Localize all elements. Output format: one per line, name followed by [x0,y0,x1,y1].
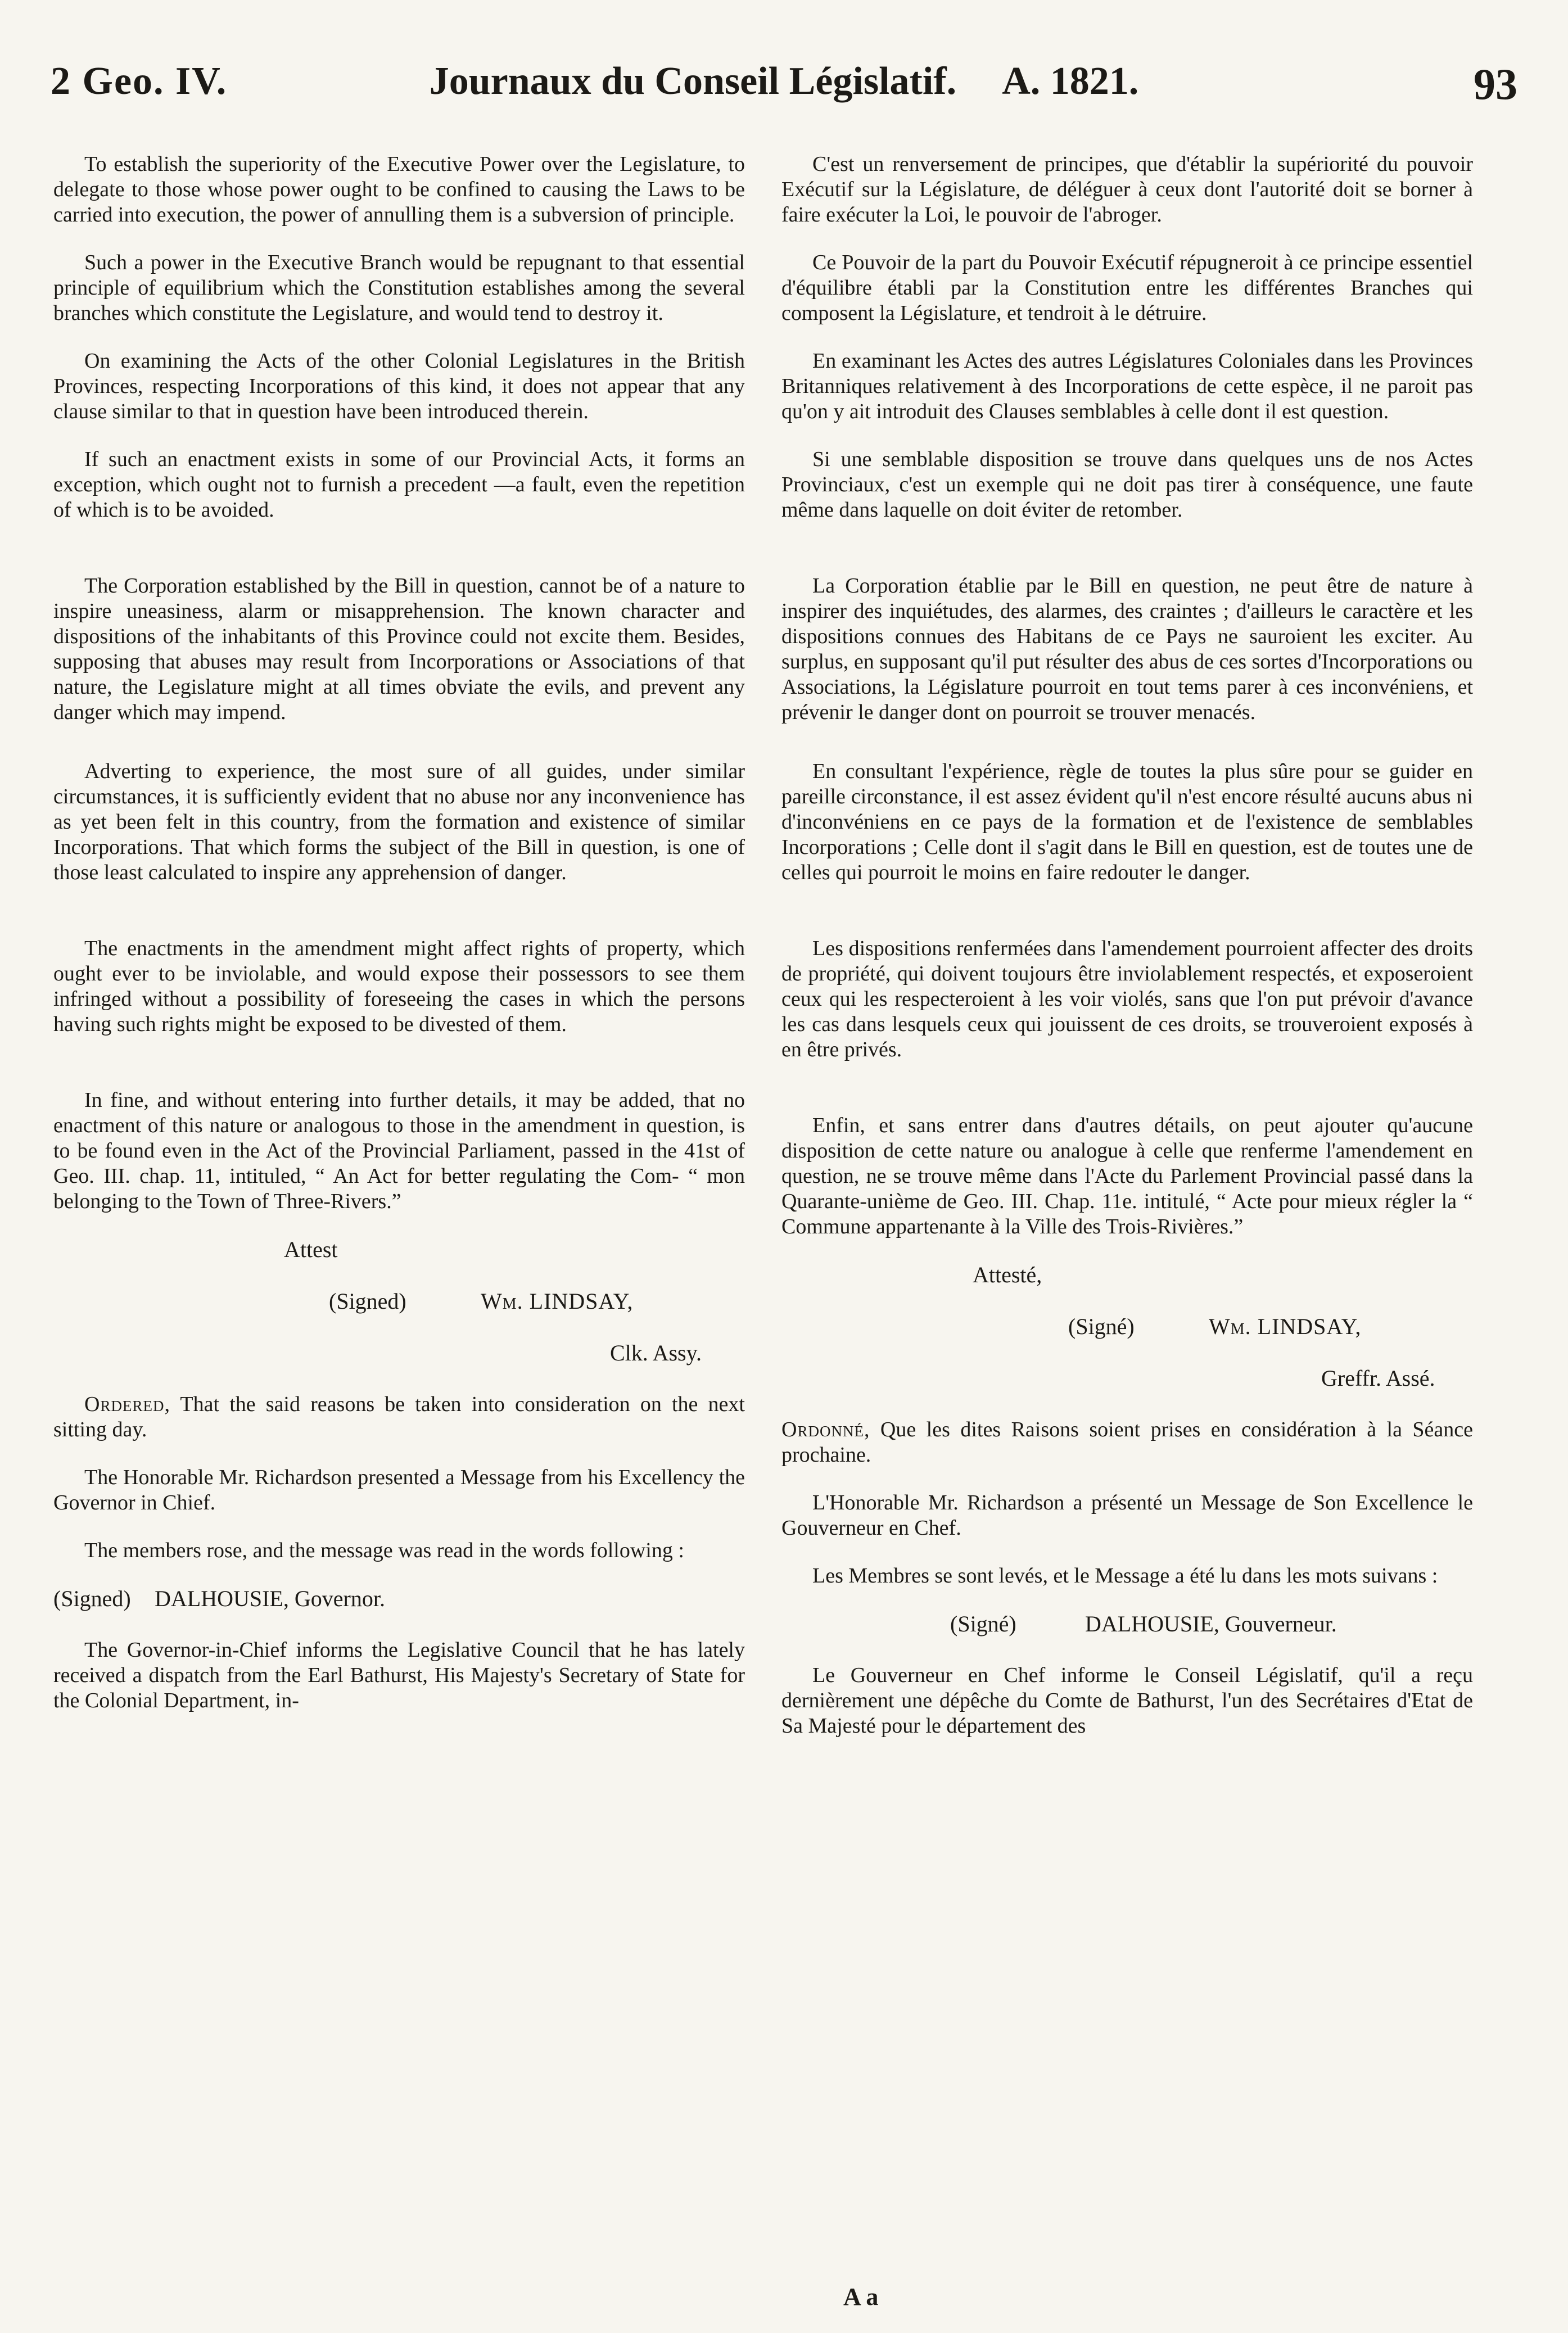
fr-ordered-text: Que les dites Raisons soient prises en considération à la Séance prochaine. [781,1418,1474,1467]
fr-attest-row [781,1262,1473,1291]
en-paragraph-10: The members rose, and the message was read in the words following : [84,1539,684,1562]
fr-paragraph-1: C'est un renversement de principes, que d'établir la supériorité du pouvoir Exécutif sur la Législature, de déléguer à ceux dont l'autorité doit se borner à faire exécuter la Loi, le pouvoir de l'abroger. [781,152,1473,227]
en-governor-row [53,1586,745,1615]
en-ordered [53,1392,745,1443]
en-signed: (Signed) [329,1288,406,1314]
en-paragraph-6: Adverting to experience, the most sure of all guides, under similar circumstances, it is sufficiently evident that no abuse nor any inconvenience has as yet been felt in this country, from the formation and existence of similar Incorporations. That which forms the subject of the Bill in question, is one of those least calculated to inspire any apprehension of danger. [53,759,745,884]
fr-paragraph-6: En consultant l'expérience, règle de toutes la plus sûre pour se guider en pareille circonstance, il est assez évident qu'il n'est encore résulté aucuns abus ni d'inconvéniens en ce pays de la formation et de l'existence de semblables Incorporations ; Celle dont il s'agit dans le Bill en question, est de toutes une de celles qui pourroit le moins en faire redouter le danger. [781,759,1473,884]
fr-paragraph-3: En examinant les Actes des autres Législatures Coloniales dans les Provinces Britanniques relativement à des Incorporations de cette espèce, il ne paroit pas qu'on y ait introduit des Clauses semblables à celle dont il est question. [781,349,1473,423]
fr-signature-row [781,1314,1473,1343]
en-title-row [53,1340,745,1369]
en-paragraph-3: On examining the Acts of the other Colonial Legislatures in the British Provinces, respecting Incorporations of this kind, it does not appear that any clause similar to that in question have been introduced therein. [53,349,745,423]
en-paragraph-2: Such a power in the Executive Branch would be repugnant to that essential principle of equilibrium which the Constitution establishes among the several branches which constitute the Legislature, and would tend to destroy it. [53,251,745,325]
en-paragraph-8: In fine, and without entering into further details, it may be added, that no enactment of this nature or analogous to those in the amendment in question, is to be found even in the Act of the Provincial Parliament, passed in the 41st of Geo. III. chap. 11, intituled, “ An Act for better regulating the Com- “ mon belonging to the Town of Three-Rivers.” [53,1088,745,1213]
en-gov-signed: (Signed) [53,1586,131,1611]
header-year: A. 1821. [1002,60,1139,103]
fr-paragraph-11: Le Gouverneur en Chef informe le Conseil Législatif, qu'il a reçu dernièrement une dépêche du Comte de Bathurst, l'un des Secrétaires d'Etat de Sa Majesté pour le département des [781,1663,1473,1738]
fr-signed: (Signé) [1068,1314,1135,1339]
fr-governor-row [781,1611,1473,1640]
en-ordered-label: Ordered, [84,1392,170,1416]
english-column [53,152,745,1713]
fr-ordered-label: Ordonné, [781,1418,870,1441]
fr-clerk-title: Greffr. Assé. [1321,1366,1435,1391]
en-attest-row [53,1237,745,1266]
header-title-line [39,59,1529,104]
fr-paragraph-8: Enfin, et sans entrer dans d'autres détails, on peut ajouter qu'aucune disposition de cette nature ou analogue à celle que renferme l'amendement en question, ne se trouve même dans l'Acte du Parlement Provincial passé dans la Quarante-unième de Geo. III. Chap. 11e. intitulé, “ Acte pour mieux régler la “ Commune appartenante à la Ville des Trois-Rivières.” [781,1114,1473,1238]
en-paragraph-9: The Honorable Mr. Richardson presented a Message from his Excellency the Governor in Chief. [53,1466,745,1514]
en-gov-name: DALHOUSIE, Governor. [155,1586,385,1611]
fr-title-row [781,1366,1473,1395]
signature-mark: A a [843,2283,879,2311]
fr-paragraph-4: Si une semblable disposition se trouve dans quelques uns de nos Actes Provinciaux, c'est un exemple qui ne doit pas tirer à conséquence, une faute même dans laquelle on doit éviter de retomber. [781,447,1473,522]
en-signature-row [53,1288,745,1318]
fr-paragraph-10: Les Membres se sont levés, et le Message a été lu dans les mots suivans : [812,1564,1438,1588]
header-title: Journaux du Conseil Législatif. [429,60,957,103]
page-header [39,59,1529,121]
fr-attest: Attesté, [973,1262,1042,1287]
page-number: 93 [1474,60,1517,108]
en-paragraph-11: The Governor-in-Chief informs the Legislative Council that he has lately received a dispatch from the Earl Bathurst, His Majesty's Secretary of State for the Colonial Department, in- [53,1638,745,1712]
fr-gov-name: DALHOUSIE, Gouverneur. [1085,1611,1337,1636]
fr-ordered [781,1417,1473,1468]
en-signer: Wm. LINDSAY, [481,1288,634,1314]
fr-paragraph-2: Ce Pouvoir de la part du Pouvoir Exécutif répugneroit à ce principe essentiel d'équilibre établi par la Constitution entre les différentes Branches qui composent la Législature, et tendroit à le détruire. [781,251,1473,325]
en-paragraph-4: If such an enactment exists in some of our Provincial Acts, it forms an exception, which ought not to furnish a precedent —a fault, even the repetition of which is to be avoided. [53,447,745,522]
fr-paragraph-7: Les dispositions renfermées dans l'amendement pourroient affecter des droits de propriété, qui doivent toujours être inviolablement respectés, et exposeroient ceux qui les respecteroient à les voir violés, sans que l'on put prévoir d'avance les cas dans lesquels ceux qui jouissent de ces droits, se trouveroient exposés à en être privés. [781,937,1473,1061]
fr-paragraph-5: La Corporation établie par le Bill en question, ne peut être de nature à inspirer des inquiétudes, des alarmes, des craintes ; d'ailleurs le caractère et les dispositions connues des Habitans de ce Pays ne sauroient les exciter. Au surplus, en supposant qu'il put résulter des abus de ces sortes d'Incorporations ou Associations, la Législature pourroit en tout tems parer à ces inconvéniens, et prévenir le danger dont on pourroit se trouver menacés. [781,574,1473,724]
en-paragraph-1: To establish the superiority of the Executive Power over the Legislature, to delegate to those whose power ought to be confined to causing the Laws to be carried into execution, the power of annulling them is a subversion of principle. [53,152,745,227]
fr-paragraph-9: L'Honorable Mr. Richardson a présenté un Message de Son Excellence le Gouverneur en Chef. [781,1491,1473,1540]
en-clerk-title: Clk. Assy. [610,1340,702,1366]
fr-signer: Wm. LINDSAY, [1209,1314,1362,1339]
header-regnal-year: 2 Geo. IV. [51,60,228,103]
en-ordered-text: That the said reasons be taken into consideration on the next sitting day. [53,1392,745,1441]
en-attest: Attest [284,1237,338,1262]
en-paragraph-5: The Corporation established by the Bill in question, cannot be of a nature to inspire uneasiness, alarm or misapprehension. The known character and dispositions of the inhabitants of this Province could not excite them. Besides, supposing that abuses may result from Incorporations or Associations of that nature, the Legislature might at all times obviate the evils, and prevent any danger which may impend. [53,574,745,724]
french-column [781,152,1473,1739]
fr-gov-signed: (Signé) [950,1611,1016,1636]
en-paragraph-7: The enactments in the amendment might affect rights of property, which ought ever to be inviolable, and would expose their possessors to see them infringed without a possibility of foreseeing the cases in which the persons having such rights might be exposed to be divested of them. [53,937,745,1036]
